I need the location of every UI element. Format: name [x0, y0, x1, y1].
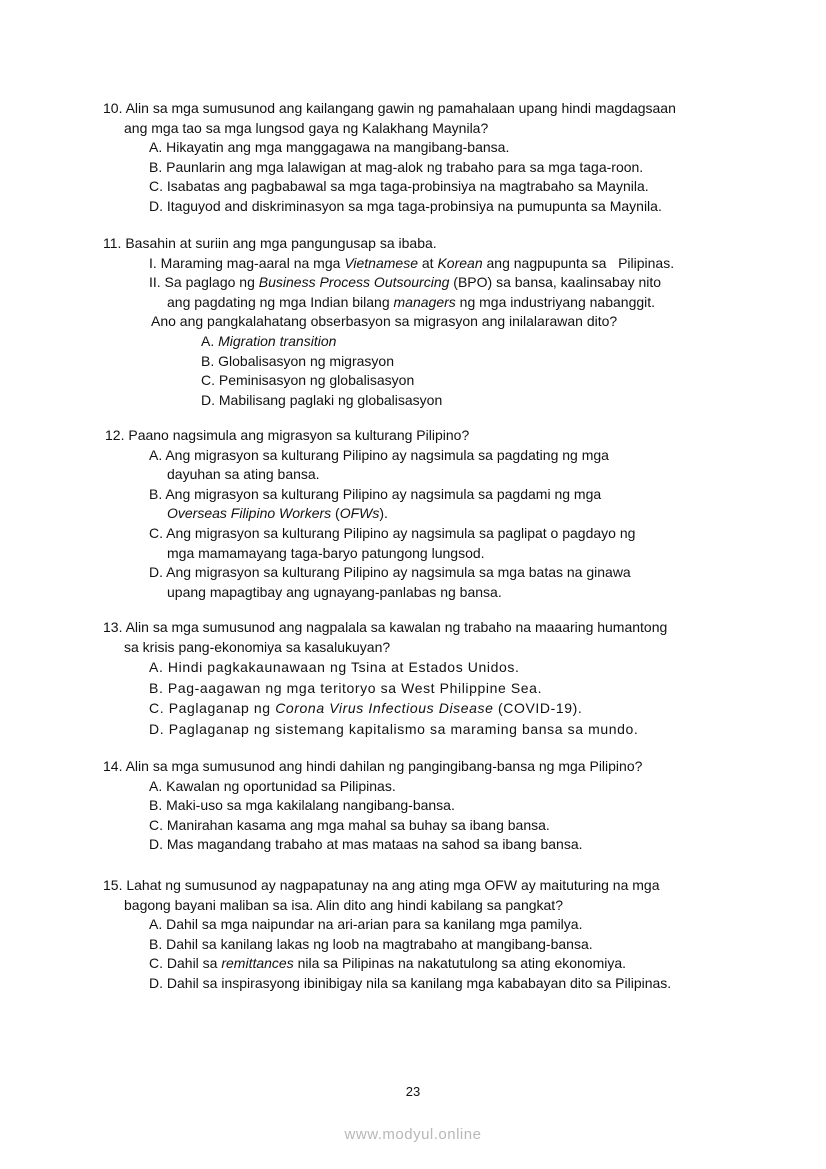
statement-text: ang pagdating ng mga Indian bilang [167, 293, 394, 310]
statement-italic: managers [393, 293, 456, 310]
option-d: D. Paglaganap ng sistemang kapitalismo sa maraming bansa sa mundo. [149, 720, 639, 737]
option-a: A. Dahil sa mga naipundar na ari-arian para sa kanilang mga pamilya. [149, 916, 583, 933]
stem-text: Alin sa mga sumusunod ang hindi dahilan ng pangingibang-bansa ng mga Pilipino? [125, 758, 643, 774]
option-c [103, 954, 743, 974]
option-italic: Corona Virus Infectious Disease [275, 700, 494, 717]
option-italic: Overseas Filipino Workers [167, 505, 332, 522]
watermark: www.modyul.online [344, 1126, 482, 1143]
option-a: A. Hindi pagkakaunawaan ng Tsina at Estados Unidos. [149, 659, 520, 676]
option-italic: remittances [221, 955, 294, 972]
option-text: C. Ang migrasyon sa kulturang Pilipino ay nagsimula sa paglipat o pagdayo ng [149, 524, 636, 541]
option-c: C. Manirahan kasama ang mga mahal sa buhay sa ibang bansa. [149, 816, 550, 833]
stem-text: Lahat ng sumusunod ay nagpapatunay na ang ating mga OFW ay maituturing na mga [126, 877, 660, 893]
question-13 [103, 618, 743, 739]
option-text: C. Paglaganap ng [149, 700, 276, 717]
option-letter: A. [201, 332, 219, 349]
option-c: C. Peminisasyon ng globalisasyon [201, 372, 415, 389]
option-text: ). [379, 505, 388, 522]
option-text: ( [331, 505, 340, 522]
option-a [105, 446, 745, 485]
option-a [103, 332, 743, 352]
option-text: D. Ang migrasyon sa kulturang Pilipino ay nagsimula sa mga batas na ginawa [149, 564, 631, 581]
option-text: A. Ang migrasyon sa kulturang Pilipino ay nagsimula sa pagdating ng mga [149, 446, 609, 463]
stem-text-continued: bagong bayani maliban sa isa. Alin dito ang hindi kabilang sa pangkat? [124, 896, 563, 913]
statement-text: I. Maraming mag-aaral na mga [149, 254, 345, 271]
statement-2-continued [149, 293, 743, 313]
stem-text-continued: ang mga tao sa mga lungsod gaya ng Kalakhang Maynila? [124, 119, 489, 136]
option-text-continued [149, 504, 745, 524]
option-c [105, 524, 745, 563]
question-11 [103, 234, 743, 410]
option-italic: OFWs [339, 505, 380, 522]
statement-italic: Business Process Outsourcing [258, 274, 450, 291]
option-b: B. Paunlarin ang mga lalawigan at mag-alok ng trabaho para sa mga taga-roon. [149, 158, 644, 175]
statement-text: II. Sa paglago ng [149, 274, 259, 291]
statement-text: at [418, 254, 438, 271]
statement-2 [103, 273, 743, 312]
page-number: 23 [405, 1084, 421, 1099]
stem-text: Paano nagsimula ang migrasyon sa kulturang Pilipino? [128, 427, 470, 443]
option-text-continued: upang mapagtibay ang ugnayang-panlabas ng bansa. [167, 583, 502, 600]
sub-question: Ano ang pangkalahatang obserbasyon sa migrasyon ang inilalarawan dito? [151, 313, 618, 330]
statement-text: ang nagpupunta sa Pilipinas. [482, 254, 675, 271]
statement-italic: Vietnamese [344, 254, 418, 271]
question-stem [105, 426, 745, 446]
stem-text: Basahin at suriin ang mga pangungusap sa ibaba. [125, 235, 437, 251]
statement-text: (BPO) sa bansa, kaalinsabay nito [449, 274, 662, 291]
question-12 [105, 426, 745, 602]
option-b [105, 485, 745, 524]
question-stem [103, 757, 743, 777]
option-c: C. Isabatas ang pagbabawal sa mga taga-probinsiya na magtrabaho sa Maynila. [149, 178, 649, 195]
question-stem [103, 234, 743, 254]
option-text: C. Dahil sa [149, 955, 222, 972]
option-b: B. Pag-aagawan ng mga teritoryo sa West Philippine Sea. [149, 679, 543, 696]
question-number: 14. [103, 758, 123, 774]
question-number: 12. [105, 427, 125, 443]
question-number: 10. [103, 100, 123, 116]
question-stem [103, 99, 743, 138]
stem-text: Alin sa mga sumusunod ang kailangang gawin ng pamahalaan upang hindi magdagsaan [125, 100, 676, 116]
option-d [105, 563, 745, 602]
question-10 [103, 99, 743, 217]
option-a: A. Kawalan ng oportunidad sa Pilipinas. [149, 777, 396, 794]
stem-text: Alin sa mga sumusunod ang nagpalala sa kawalan ng trabaho na maaaring humantong [125, 619, 668, 635]
option-d: D. Dahil sa inspirasyong ibinibigay nila sa kanilang mga kababayan dito sa Pilipinas. [149, 974, 672, 991]
question-number: 15. [103, 877, 123, 893]
option-b: B. Dahil sa kanilang lakas ng loob na magtrabaho at mangibang-bansa. [149, 935, 593, 952]
option-text: nila sa Pilipinas na nakatutulong sa ating ekonomiya. [293, 955, 627, 972]
option-d: D. Mas magandang trabaho at mas mataas na sahod sa ibang bansa. [149, 836, 583, 853]
option-d: D. Itaguyod and diskriminasyon sa mga taga-probinsiya na pumupunta sa Maynila. [149, 197, 662, 214]
option-text-continued: mga mamamayang taga-baryo patungong lungsod. [167, 544, 485, 561]
statement-italic: Korean [437, 254, 483, 271]
option-c [103, 698, 743, 719]
question-number: 11. [103, 235, 122, 251]
question-15 [103, 876, 743, 994]
question-14 [103, 757, 743, 855]
option-text-continued: dayuhan sa ating bansa. [167, 466, 320, 483]
question-stem [103, 876, 743, 915]
question-stem [103, 618, 743, 657]
option-italic: Migration transition [218, 332, 337, 349]
stem-text-continued: sa krisis pang-ekonomiya sa kasalukuyan? [124, 638, 391, 655]
option-b: B. Globalisasyon ng migrasyon [201, 352, 394, 369]
statement-1 [103, 254, 743, 274]
option-b: B. Maki-uso sa mga kakilalang nangibang-bansa. [149, 797, 455, 814]
option-text: (COVID-19). [493, 700, 583, 717]
option-a: A. Hikayatin ang mga manggagawa na mangibang-bansa. [149, 139, 510, 156]
statement-text: ng mga industriyang nabanggit. [455, 293, 656, 310]
question-number: 13. [103, 619, 123, 635]
option-text: B. Ang migrasyon sa kulturang Pilipino ay nagsimula sa pagdami ng mga [149, 485, 602, 502]
option-d: D. Mabilisang paglaki ng globalisasyon [201, 391, 443, 408]
